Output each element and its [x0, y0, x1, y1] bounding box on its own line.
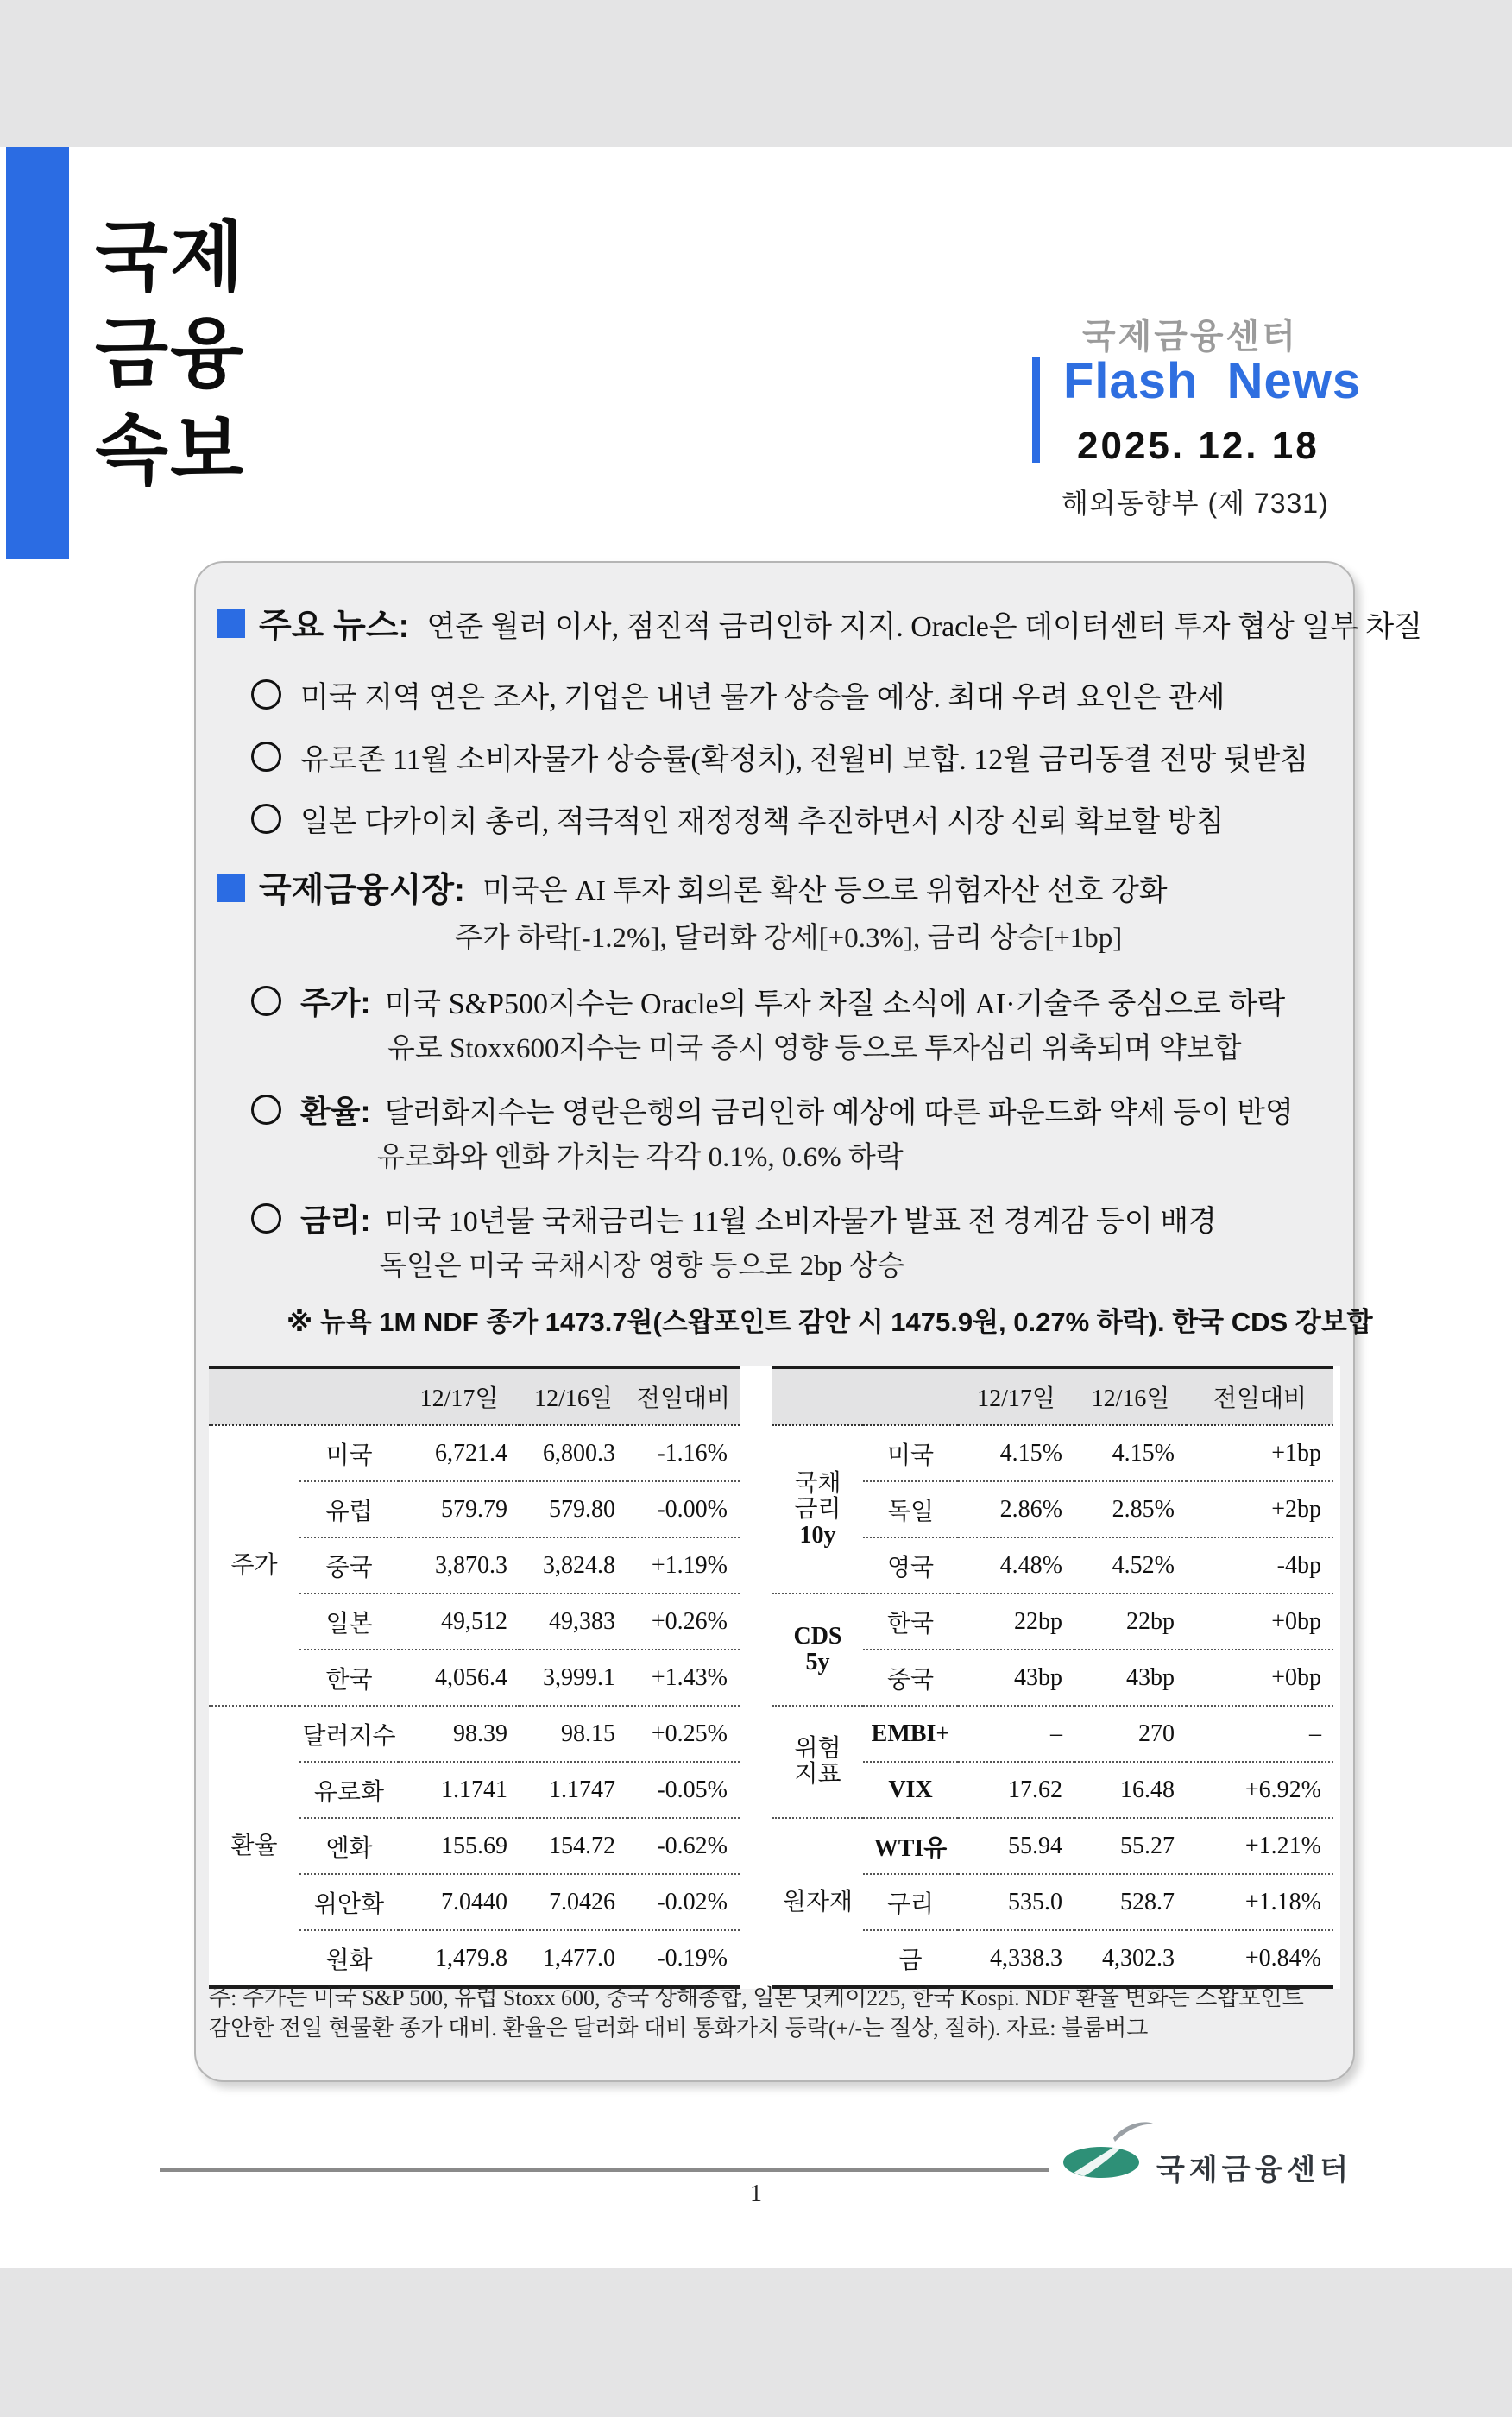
row-label: 중국 [299, 1537, 399, 1593]
value-cell: 2.86% [958, 1481, 1074, 1537]
value-cell: 98.15 [520, 1706, 627, 1762]
row-group-label: 원자재 [772, 1818, 863, 1987]
row-label: 미국 [886, 1442, 935, 1469]
market-table-band [209, 1366, 1340, 1989]
value-cell: 1.1741 [399, 1762, 520, 1818]
column-header: 전일대비 [1187, 1367, 1333, 1425]
rates-item-cont-text: 독일은 미국 국채시장 영향 등으로 2bp 상승 [379, 1251, 905, 1282]
value-cell: +1.18% [1187, 1874, 1333, 1930]
fx-item-text: 달러화지수는 영란은행의 금리인하 예상에 따른 파운드화 약세 등이 반영 [384, 1097, 1294, 1129]
row-label: 위안화 [299, 1874, 399, 1930]
stocks-item-cont [387, 1025, 1241, 1066]
value-cell: +1.21% [1187, 1818, 1333, 1874]
column-header: 12/16일 [1074, 1367, 1187, 1425]
value-cell: 43bp [1074, 1650, 1187, 1706]
value-cell: 7.0440 [399, 1874, 520, 1930]
row-label: 유로화 [299, 1762, 399, 1818]
value-cell: 155.69 [399, 1818, 520, 1874]
value-cell: 7.0426 [520, 1874, 627, 1930]
row-label: 달러지수 [299, 1706, 399, 1762]
footer-divider [160, 2168, 1049, 2172]
ndf-note-text: ※ 뉴욕 1M NDF 종가 1473.7원(스왑포인트 감안 시 1475.9원, 0.27% 하락). 한국 CDS 강보합 [287, 1307, 1373, 1337]
value-cell: 16.48 [1074, 1762, 1187, 1818]
row-label: 독일 [863, 1481, 958, 1537]
value-cell: 270 [1074, 1706, 1187, 1762]
masthead-accent-bar [6, 147, 69, 559]
value-cell: 17.62 [958, 1762, 1074, 1818]
news-item-line [251, 798, 1224, 840]
circle-bullet-icon [251, 804, 281, 834]
masthead-title-line: 금융 [95, 311, 246, 396]
market-table-right [772, 1366, 1333, 1989]
value-cell: 3,870.3 [399, 1537, 520, 1593]
circle-bullet-icon [251, 986, 281, 1016]
table-row [772, 1706, 1333, 1762]
stocks-item-line [251, 979, 1285, 1023]
footer-logo-text: 국제금융센터 [1156, 2154, 1353, 2187]
department-issue-number: 해외동향부 (제 7331) [1062, 488, 1329, 519]
row-label: EMBI+ [863, 1706, 958, 1762]
corner-cell [772, 1367, 958, 1425]
row-group-label: CDS 5y [772, 1593, 863, 1706]
table-row [772, 1425, 1333, 1481]
news-section-line [217, 599, 1422, 647]
table-row [209, 1706, 740, 1762]
column-header: 전일대비 [627, 1367, 740, 1425]
value-cell: 4,056.4 [399, 1650, 520, 1706]
row-label: VIX [863, 1762, 958, 1818]
value-cell: -0.05% [627, 1762, 740, 1818]
value-cell: +0.25% [627, 1706, 740, 1762]
value-cell: -0.02% [627, 1874, 740, 1930]
footnote-line: 주: 주가는 미국 S&P 500, 유럽 Stoxx 600, 중국 상해종합, 일본 닛케이225, 한국 Kospi. NDF 환율 변화는 스왑포인트 [209, 1985, 1304, 2010]
value-cell: +0bp [1187, 1593, 1333, 1650]
value-cell: -4bp [1187, 1537, 1333, 1593]
news-item-line [251, 735, 1308, 778]
table-row [209, 1425, 740, 1481]
market-summary-line [455, 915, 1122, 956]
fx-item-line [251, 1088, 1294, 1132]
value-cell: 1,477.0 [520, 1930, 627, 1987]
row-label: 한국 [299, 1650, 399, 1706]
summary-box [194, 561, 1423, 2082]
value-cell: 4,302.3 [1074, 1930, 1187, 1987]
value-cell: 98.39 [399, 1706, 520, 1762]
section-bullet-icon [217, 874, 245, 902]
value-cell: -0.00% [627, 1481, 740, 1537]
value-cell: +6.92% [1187, 1762, 1333, 1818]
value-cell: +0.84% [1187, 1930, 1333, 1987]
value-cell: 22bp [958, 1593, 1074, 1650]
section-bullet-icon [217, 609, 245, 638]
table-footnote [209, 1983, 1335, 2043]
fx-item-cont-text: 유로화와 엔화 가치는 각각 0.1%, 0.6% 하락 [377, 1142, 904, 1173]
value-cell: – [958, 1706, 1074, 1762]
issue-date: 2025. 12. 18 [1077, 425, 1320, 467]
row-label: 미국 [325, 1442, 373, 1469]
fx-item-label: 환율: [300, 1094, 371, 1129]
circle-bullet-icon [251, 742, 281, 772]
value-cell: +2bp [1187, 1481, 1333, 1537]
value-cell: -0.62% [627, 1818, 740, 1874]
rates-item-label: 금리: [300, 1202, 371, 1238]
market-summary-text: 주가 하락[-1.2%], 달러화 강세[+0.3%], 금리 상승[+1bp] [455, 923, 1123, 954]
column-header: 12/17일 [958, 1367, 1074, 1425]
row-label: 엔화 [299, 1818, 399, 1874]
value-cell: 4.15% [999, 1439, 1062, 1467]
value-cell: 3,824.8 [520, 1537, 627, 1593]
value-cell: -1.16% [657, 1439, 728, 1467]
rates-item-text: 미국 10년물 국채금리는 11월 소비자물가 발표 전 경계감 등이 배경 [384, 1206, 1217, 1238]
value-cell: 579.79 [399, 1481, 520, 1537]
row-label: 원화 [299, 1930, 399, 1987]
masthead-title-line: 속보 [95, 407, 246, 493]
value-cell: 55.27 [1074, 1818, 1187, 1874]
value-cell: +0.26% [627, 1593, 740, 1650]
footnote-line: 감안한 전일 현물환 종가 대비. 환율은 달러화 대비 통화가치 등락(+/-는 절상, 절하). 자료: 블룸버그 [209, 2016, 1149, 2041]
rates-item-cont [379, 1243, 904, 1284]
table-row [772, 1818, 1333, 1874]
value-cell: 579.80 [520, 1481, 627, 1537]
column-header: 12/17일 [399, 1367, 520, 1425]
value-cell: 1,479.8 [399, 1930, 520, 1987]
row-label: 일본 [299, 1593, 399, 1650]
row-label: 중국 [863, 1650, 958, 1706]
row-group-label: 환율 [209, 1706, 299, 1987]
value-cell: 4.52% [1074, 1537, 1187, 1593]
value-cell: 4.15% [1112, 1439, 1175, 1467]
value-cell: 4,338.3 [958, 1930, 1074, 1987]
value-cell: 154.72 [520, 1818, 627, 1874]
value-cell: 55.94 [958, 1818, 1074, 1874]
value-cell: +1.43% [627, 1650, 740, 1706]
row-label: 유럽 [299, 1481, 399, 1537]
value-cell: – [1187, 1706, 1333, 1762]
value-cell: 3,999.1 [520, 1650, 627, 1706]
value-cell: 43bp [958, 1650, 1074, 1706]
stocks-item-text: 미국 S&P500지수는 Oracle의 투자 차질 소식에 AI·기술주 중심으로 하락 [384, 988, 1286, 1020]
table-header-row [209, 1367, 740, 1425]
row-label: 영국 [863, 1537, 958, 1593]
fx-item-cont [377, 1134, 904, 1175]
ndf-note-line [287, 1300, 1373, 1339]
table-header-row [772, 1367, 1333, 1425]
brand-accent-bar [1032, 357, 1040, 463]
table-row [772, 1593, 1333, 1650]
value-cell: 6,800.3 [543, 1439, 615, 1467]
row-group-label: 국채 금리 10y [772, 1425, 863, 1593]
brand-title: Flash News [1063, 353, 1362, 409]
news-section-label: 주요 뉴스: [259, 608, 410, 645]
row-label: 한국 [863, 1593, 958, 1650]
row-label: 구리 [863, 1874, 958, 1930]
value-cell: 535.0 [958, 1874, 1074, 1930]
org-name: 국제금융센터 [1082, 318, 1298, 356]
market-section-label: 국제금융시장: [259, 872, 466, 909]
news-section-headline: 연준 월러 이사, 점진적 금리인하 지지. Oracle은 데이터센터 투자 협상 일부 차질 [426, 610, 1423, 643]
value-cell: +0bp [1187, 1650, 1333, 1706]
value-cell: 1.1747 [520, 1762, 627, 1818]
row-group-label: 주가 [209, 1425, 299, 1706]
news-item-text: 미국 지역 연은 조사, 기업은 내년 물가 상승을 예상. 최대 우려 요인은 관세 [300, 682, 1225, 714]
stocks-item-label: 주가: [300, 985, 371, 1020]
value-cell: 22bp [1074, 1593, 1187, 1650]
news-item-text: 일본 다카이치 총리, 적극적인 재정정책 추진하면서 시장 신뢰 확보할 방침 [300, 806, 1225, 838]
page-number: 1 [750, 2180, 762, 2207]
column-header: 12/16일 [520, 1367, 627, 1425]
market-table-left [209, 1366, 740, 1989]
value-cell: -0.19% [627, 1930, 740, 1987]
circle-bullet-icon [251, 1095, 281, 1125]
value-cell: 49,512 [399, 1593, 520, 1650]
value-cell: 528.7 [1074, 1874, 1187, 1930]
value-cell: 6,721.4 [435, 1439, 507, 1467]
stocks-item-cont-text: 유로 Stoxx600지수는 미국 증시 영향 등으로 투자심리 위축되며 약보합 [387, 1033, 1242, 1064]
value-cell: 4.48% [958, 1537, 1074, 1593]
circle-bullet-icon [251, 1203, 281, 1234]
row-label: WTI유 [863, 1818, 958, 1874]
row-label: 금 [863, 1930, 958, 1987]
masthead-title [95, 209, 245, 499]
circle-bullet-icon [251, 679, 281, 710]
value-cell: 2.85% [1074, 1481, 1187, 1537]
rates-item-line [251, 1196, 1217, 1240]
market-section-headline: 미국은 AI 투자 회의론 확산 등으로 위험자산 선호 강화 [482, 874, 1168, 907]
news-item-line [251, 673, 1225, 716]
value-cell: 49,383 [520, 1593, 627, 1650]
masthead-title-line: 국제 [95, 214, 246, 300]
corner-cell [209, 1367, 399, 1425]
logo-swoosh-gray [1113, 2122, 1155, 2142]
news-item-text: 유로존 11월 소비자물가 상승률(확정치), 전월비 보합. 12월 금리동결 전망 뒷받침 [300, 744, 1309, 776]
value-cell: +1.19% [627, 1537, 740, 1593]
market-section-line [217, 863, 1168, 912]
row-group-label: 위험 지표 [772, 1706, 863, 1818]
value-cell: +1bp [1271, 1439, 1321, 1467]
